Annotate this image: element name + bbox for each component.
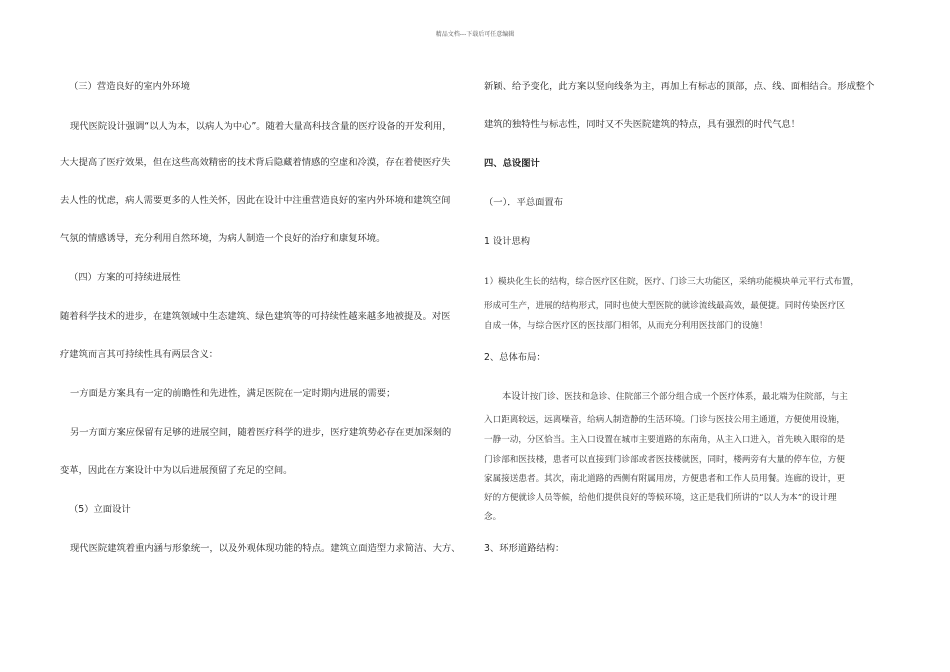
paragraph-line: 现代医院建筑着重内涵与形象统一，以及外观体现功能的特点。建筑立面造型力求简洁、大方、 [70,543,461,554]
paragraph-line: 现代医院设计强调“以人为本，以病人为中心”。随着大量高科技含量的医疗设备的开发利用， [70,121,452,132]
layout-lead: 本设计 [502,391,530,402]
layout-line [502,391,848,403]
layout-line: 一静一动，分区恰当。主入口设置在城市主要道路的东南角，从主入口进入，首先映入眼帘的是 [484,435,845,445]
subsection-heading: （一）．平总面置布 [484,197,564,208]
layout-line: 家属接送患者。其次，南北道路的西侧有附属用房，方便患者和工作人员用餐。连廊的设计，更 [484,474,845,484]
paragraph-line: 另一方面方案应保留有足够的进展空间，随着医疗科学的进步，医疗建筑势必存在更加深刻的 [70,427,452,438]
paragraph-line: 建筑的独特性与标志性，同时又不失医院建筑的特点，具有强烈的时代气息！ [484,119,801,130]
structure-line: 自成一体，与综合医疗区的医技部门相邻，从而充分利用医技部门的设施！ [484,321,768,331]
paragraph-line: 气氛的情感诱导，充分利用自然环境，为病人制造一个良好的治疗和康复环境。 [60,233,386,244]
layout-line: 入口距离较远，远离噪音，给病人制造静的生活环境。门诊与医技公用主通道，方便使用设施， [484,415,845,425]
page-header: 精品文档---下载后可任意编辑 [435,31,515,38]
paragraph-line: 去人性的忧虑，病人需要更多的人性关怀，因此在设计中注重营造良好的室内外环境和建筑空间 [60,195,451,206]
heading-indoor-outdoor: （三）营造良好的室内外环境 [69,81,190,92]
subsection-heading: 1 设计思构 [484,236,531,247]
paragraph-line: 大大提高了医疗效果，但在这些高效精密的技术背后隐藏着情感的空虚和冷漠，存在着使医疗失 [60,157,451,168]
paragraph-line: 一方面是方案具有一定的前瞻性和先进性，满足医院在一定时期内进展的需要； [70,388,396,399]
heading-facade-design: （5）立面设计 [69,504,131,515]
layout-text: 按门诊、医技和急诊、住院部三个部分组合成一个医疗体系，最北端为住院部，与主 [529,392,848,402]
heading-sustainability: （四）方案的可持续进展性 [69,272,181,283]
structure-line: 形成可生产，进展的结构形式，同时也使大型医院的就诊流线最高效，最便捷。同时传染医疗区 [484,301,845,311]
paragraph-line: 新颖、给予变化，此方案以竖向线条为主，再加上有标志的顶部，点、线、面相结合。形成整个 [484,81,875,92]
paragraph-line: 变革，因此在方案设计中为以后进展预留了充足的空间。 [60,465,293,476]
subsection-heading: 3、环形道路结构： [484,543,565,554]
layout-line: 念。 [484,512,502,522]
paragraph-line: 随着科学技术的进步，在建筑领域中生态建筑、绿色建筑等的可持续性越来越多地被提及。对医 [60,311,451,322]
paragraph-line: 疗建筑而言其可持续性具有两层含义： [60,349,219,360]
structure-line: 1）模块化生长的结构，综合医疗区住院，医疗、门诊三大功能区，采纳功能模块单元平行式布置， [484,277,860,287]
layout-line: 门诊部和医技楼，患者可以直接到门诊部或者医技楼就医，同时，楼两旁有大量的停车位，方便 [484,455,845,465]
layout-line: 好的方便就诊人员等候，给他们提供良好的等候环境，这正是我们所讲的“以人为本”的设计理 [484,493,837,503]
section-heading: 四、总设图计 [484,158,540,169]
subsection-heading: 2、总体布局： [484,352,546,363]
